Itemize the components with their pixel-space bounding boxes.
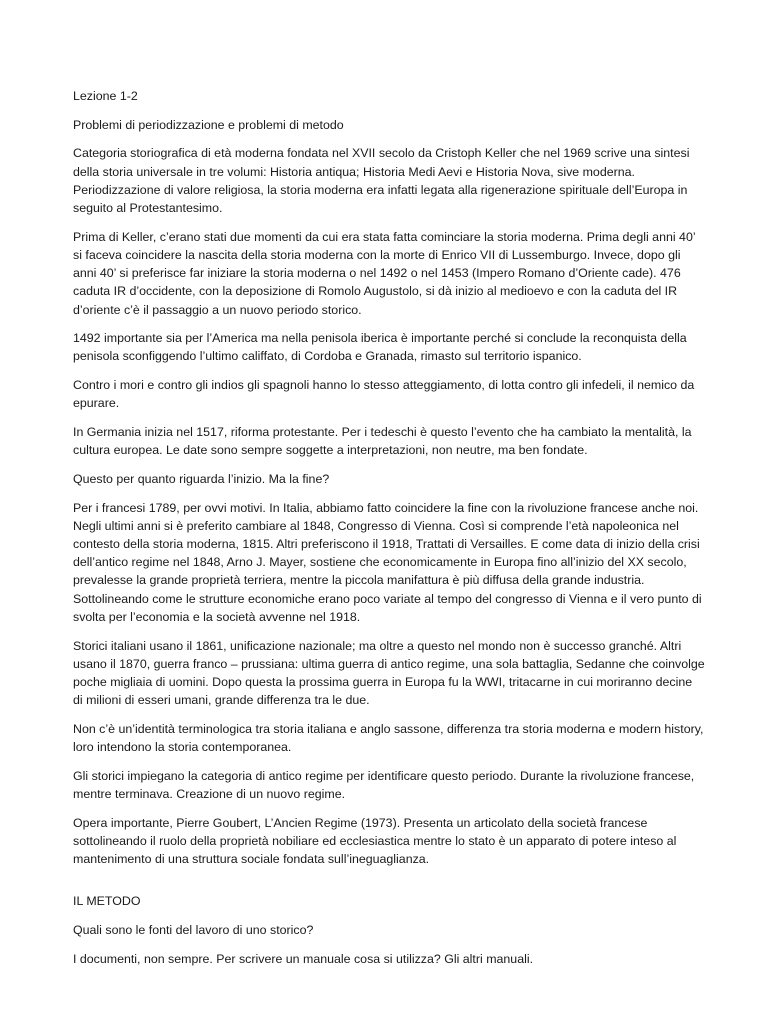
document-body (73, 87, 705, 978)
paragraph-1492: 1492 importante sia per l’America ma nella penisola iberica è importante perché si conclude la reconquista della penisola sconfiggendo l’ultimo califfato, di Cordoba e Granada, rimasto sul territorio ispanico. (73, 331, 687, 364)
paragraph-keller: Categoria storiografica di età moderna fondata nel XVII secolo da Cristoph Keller che nel 1969 scrive una sintesi della storia universale in tre volumi: Historia antiqua; Historia Medi Aevi e Historia Nova, sive moderna. Periodizzazione di valore religiosa, la storia moderna era infatti legata alla rigenerazione spirituale dell’Europa in seguito al Protestantesimo. (73, 146, 690, 216)
paragraph-mori-indios: Contro i mori e contro gli indios gli spagnoli hanno lo stesso atteggiamento, di lotta contro gli infedeli, il nemico da epurare. (73, 378, 695, 411)
method-heading: IL METODO (73, 894, 141, 909)
method-answer: I documenti, non sempre. Per scrivere un manuale cosa si utilizza? Gli altri manuali. (73, 951, 534, 966)
method-question: Quali sono le fonti del lavoro di uno storico? (73, 923, 314, 938)
lesson-subtitle: Problemi di periodizzazione e problemi di metodo (73, 117, 344, 132)
paragraph-storici-italiani: Storici italiani usano il 1861, unificazione nazionale; ma oltre a questo nel mondo non è successo granché. Altri usano il 1870, guerra franco – prussiana: ultima guerra di antico regime, una sola battaglia, Sedanne che coinvolge poche migliaia di uomini. Dopo questa la prossima guerra in Europa fu la WWI, tritacarne in cui moriranno decine di milioni di esseri umani, grande differenza tra le due. (73, 638, 705, 708)
paragraph-before-keller: Prima di Keller, c’erano stati due momenti da cui era stata fatta cominciare la storia moderna. Prima degli anni 40’ si faceva coincidere la nascita della storia moderna con la morte di Enrico VII di Lussemburgo. Invece, dopo gli anni 40’ si preferisce far iniziare la storia moderna o nel 1492 o nel 1453 (Impero Romano d’Oriente cade). 476 caduta IR d’occidente, con la deposizione di Romolo Augustolo, si dà inizio al medioevo e con la caduta del IR d’oriente c’è il passaggio a un nuovo periodo storico. (73, 229, 696, 317)
paragraph-la-fine: Questo per quanto riguarda l’inizio. Ma la fine? (73, 471, 330, 486)
paragraph-goubert: Opera importante, Pierre Goubert, L’Ancien Regime (1973). Presenta un articolato della società francese sottolineando il ruolo della proprietà nobiliare ed ecclesiastica mentre lo stato è un apparato di potere inteso al mantenimento di una struttura sociale fondata sull’ineguaglianza. (73, 815, 677, 867)
paragraph-germania: In Germania inizia nel 1517, riforma protestante. Per i tedeschi è questo l’evento che ha cambiato la mentalità, la cultura europea. Le date sono sempre soggette a interpretazioni, non neutre, ma ben fondate. (73, 425, 692, 458)
lesson-number: Lezione 1-2 (73, 89, 138, 103)
paragraph-francesi: Per i francesi 1789, per ovvi motivi. In Italia, abbiamo fatto coincidere la fine con la rivoluzione francese anche noi. Negli ultimi anni si è preferito cambiare al 1848, Congresso di Vienna. Così si comprende l’età napoleonica nel contesto della storia moderna, 1815. Altri preferiscono il 1918, Trattati di Versailles. E come data di inizio della crisi dell’antico regime nel 1848, Arno J. Mayer, sostiene che economicamente in Europa fino all’inizio del XX secolo, prevalesse la grande proprietà terriera, mentre la piccola manifattura è più diffusa della grande industria. Sottolineando come le strutture economiche erano poco variate al tempo del congresso di Vienna e il vero punto di svolta per l’economia e la società avvenne nel 1918. (73, 500, 702, 624)
paragraph-terminologia: Non c’è un’identità terminologica tra storia italiana e anglo sassone, differenza tra storia moderna e modern history, loro intendono la storia contemporanea. (73, 721, 704, 755)
paragraph-antico-regime: Gli storici impiegano la categoria di antico regime per identificare questo periodo. Durante la rivoluzione francese, mentre terminava. Creazione di un nuovo regime. (73, 768, 695, 801)
